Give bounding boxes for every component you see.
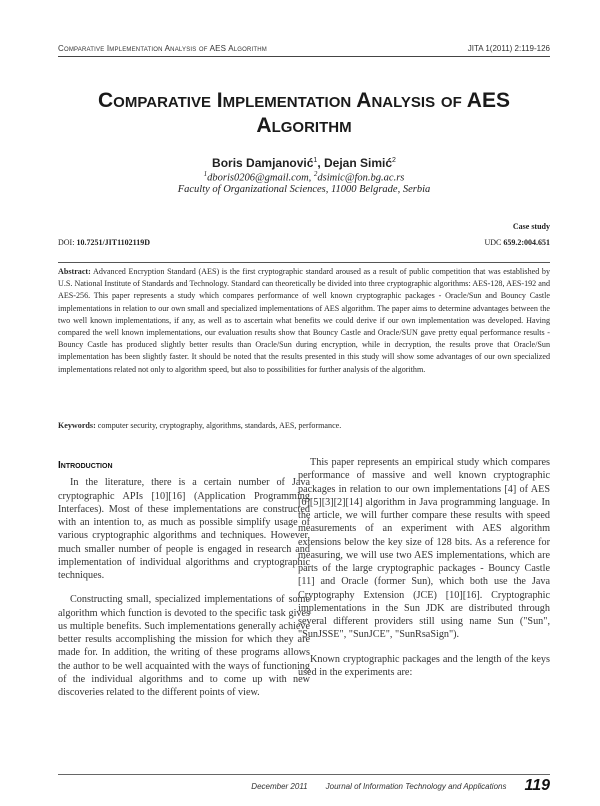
header-rule xyxy=(58,56,550,57)
right-column xyxy=(298,456,550,690)
author-line xyxy=(58,156,550,170)
author-superscript: 1 xyxy=(313,157,318,164)
paper-title: Comparative Implementation Analysis of AES Algorithm xyxy=(98,89,510,137)
email-superscript: 2 xyxy=(313,170,318,178)
email-superscript: 1 xyxy=(203,170,208,178)
author-emails xyxy=(58,170,550,184)
page-footer xyxy=(58,774,550,798)
keywords-label: Keywords: xyxy=(58,421,96,430)
doi-value[interactable]: 10.7251/JIT1102119D xyxy=(76,238,151,247)
footer-date: December 2011 xyxy=(251,781,308,791)
author-separator: , xyxy=(317,156,324,170)
keywords-text: computer security, cryptography, algorithms, standards, AES, performance. xyxy=(95,421,342,430)
keywords xyxy=(58,420,550,432)
body-paragraph: Constructing small, specialized implementations of some algorithm which function is devoted to the specific task gives us multiple benefits. Such implementations generally achieve better results accomplishing the mission for which they are made for. In addition, the writing of these programs allows the author to be well acquainted with the ways of functioning of the individual algorithms and to come up with new discoveries related to the different points of view. xyxy=(58,594,310,698)
body-paragraph: This paper represents an empirical study which compares performance of massive and well known cryptographic packages in relation to our own implementations [4] of AES [6][5][3][2][14] algorithm in Java programming language. In the article, we will further compare these results with speed measurements of an experiment with AES algorithm extensions below the key size of 128 bits. As a reference for measuring, we will use two AES implementations, which are parts of the large cryptographic packages - Bouncy Castle [11] and Oracle (former Sun), which both use the Java Cryptography Extension (JCE) [10][16]. Cryptographic implementations in the Sun JDK are distributed through several different providers still using name Sun ("Sun", "SunJSSE", "SunJCE", "SunRsaSign"). xyxy=(298,457,550,641)
running-header-citation: JITA 1(2011) 2:119-126 xyxy=(467,44,550,53)
author-email[interactable]: dsimic@fon.bg.ac.rs xyxy=(317,172,405,184)
identifier-line xyxy=(58,238,550,247)
section-heading: Introduction xyxy=(58,460,113,471)
author-superscript: 2 xyxy=(392,157,396,164)
abstract-rule xyxy=(58,262,550,263)
body-paragraph: In the literature, there is a certain number of Java cryptographic APIs [10][16] (Application Programming Interfaces). Most of these implementations are constructed with an intention to, as much as possible simplify usage of various cryptographic algorithms and techniques. However, much smaller number of people is engaged in research and implementation of individual algorithms and cryptographic techniques. xyxy=(58,477,310,581)
abstract-text: Advanced Encryption Standard (AES) is the first cryptographic standard aroused as a result of public competition that was established by U.S. National Institute of Standards and Technology. Standard can theoretically be divided into three cryptographic algorithms: AES-128, AES-192 and AES-256. This paper represents a study which compares performance of well known cryptographic packages - Oracle/Sun and Bouncy Castle implementations in relation to our own small and specialized implementations of AES algorithm. The paper aims to determine advantages between the two well known implementations, if any, as well as to ascertain what benefits we could derive if our own implementation was developed. Having compared the well known implementations, our evaluation results show that Bouncy Castle and Oracle/SUN gave pretty equal performance results - Bouncy Castle has produced slightly better results than Oracle/Sun during encryption, while in decryption, the results prove that Oracle/Sun implementation has been slightly faster. It should be noted that the results presented in this study will show some advantages of our own specialized implementations related not only to algorithm speed, but also to possibilities for further analysis of the algorithm. xyxy=(58,267,550,374)
affiliation: Faculty of Organizational Sciences, 11000 Belgrade, Serbia xyxy=(177,184,431,195)
doi-label: DOI: xyxy=(58,238,77,247)
page-number: 119 xyxy=(524,777,550,794)
author-email[interactable]: dboris0206@gmail.com, xyxy=(207,172,314,184)
left-column xyxy=(58,456,310,710)
author-name: Boris Damjanović xyxy=(212,156,314,170)
abstract xyxy=(58,266,550,376)
body-paragraph: Known cryptographic packages and the length of the keys used in the experiments are: xyxy=(298,653,550,678)
running-header-title: Comparative Implementation Analysis of AES Algorithm xyxy=(58,44,267,53)
doi xyxy=(58,238,150,247)
running-header xyxy=(58,44,550,53)
author-name: Dejan Simić xyxy=(324,156,393,170)
article-type: Case study xyxy=(512,222,550,231)
footer-journal: Journal of Information Technology and Applications xyxy=(325,781,507,791)
udc xyxy=(484,238,550,247)
udc-value: 659.2:004.651 xyxy=(503,238,550,247)
udc-label: UDC xyxy=(484,238,504,247)
abstract-label: Abstract: xyxy=(58,267,91,276)
